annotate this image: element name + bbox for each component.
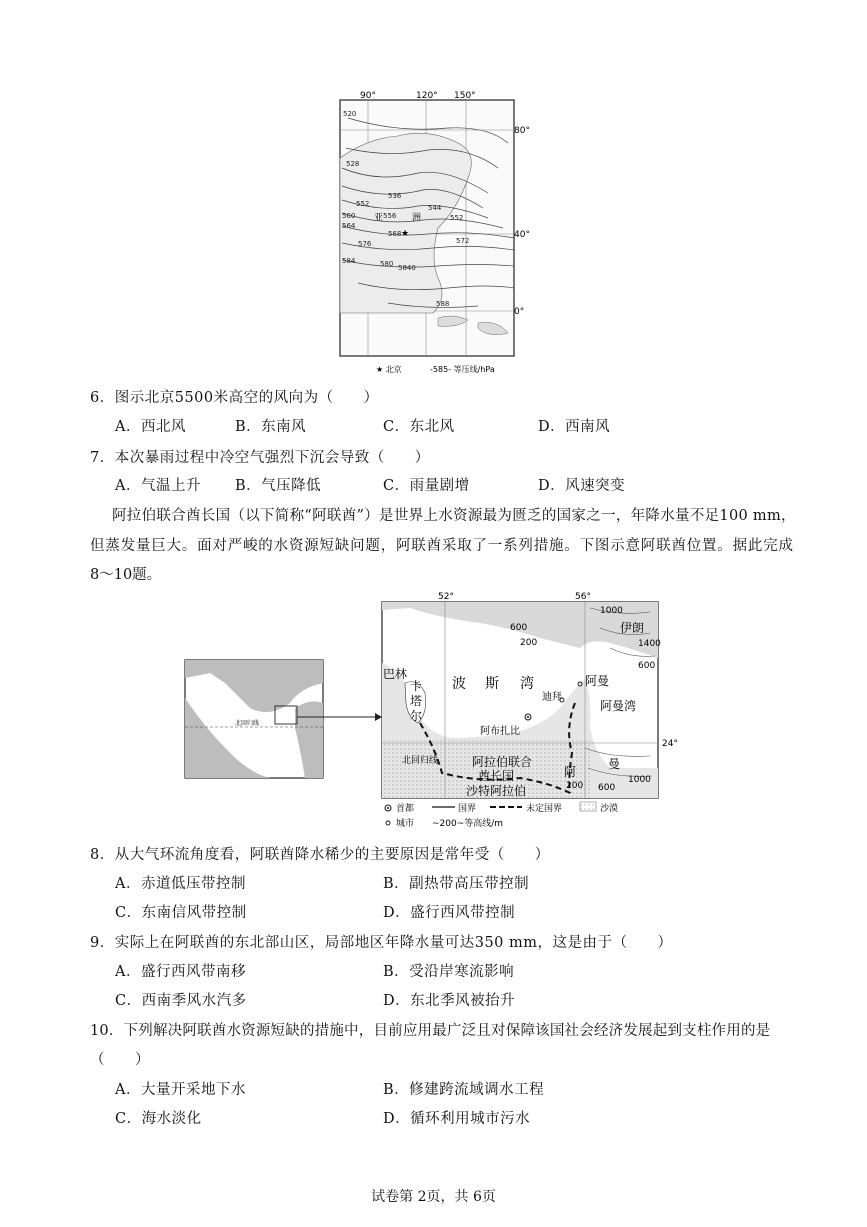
isobar-label: 5840 xyxy=(398,264,416,272)
label-oman-a: 阿 xyxy=(564,765,577,779)
question-9: 9．实际上在阿联酋的东北部山区，局部地区年降水量可达350 mm，这是由于（ ） xyxy=(90,935,673,951)
isobar-label: 560 xyxy=(342,212,356,220)
label-persian-1: 波 xyxy=(452,676,466,692)
question-6: 6．图示北京5500米高空的风向为（ ） xyxy=(90,390,379,406)
intro-line-2: 但蒸发量巨大。面对严峻的水资源短缺问题，阿联酋采取了一系列措施。下图示意阿联酋位置。据此完成 xyxy=(90,538,794,554)
question-8: 8．从大气环流角度看，阿联酋降水稀少的主要原因是常年受（ ） xyxy=(90,847,550,863)
label-abu-dhabi: 阿布扎比 xyxy=(480,726,520,737)
label-bahrain: 巴林 xyxy=(383,667,408,681)
label-uae-1: 阿拉伯联合 xyxy=(472,755,533,769)
q9-option-c[interactable]: C．西南季风水汽多 xyxy=(115,993,247,1009)
contour-label: 600 xyxy=(598,783,616,793)
label-qatar-1: 卡 xyxy=(410,679,423,693)
label-saudi: 沙特阿拉伯 xyxy=(466,784,527,798)
contour-label: 1000 xyxy=(600,606,623,616)
legend-city: 城市 xyxy=(396,819,415,829)
q6-option-c[interactable]: C．东北风 xyxy=(383,419,455,435)
isobar-label: 572 xyxy=(456,237,470,245)
label-oman-b: 曼 xyxy=(608,757,621,771)
page-footer: 试卷第 2页，共 6页 xyxy=(371,1189,496,1205)
label-uae-2: 酋长国 xyxy=(478,769,515,783)
q9-option-a[interactable]: A．盛行西风带南移 xyxy=(115,964,246,980)
q8-option-a[interactable]: A．赤道低压带控制 xyxy=(115,876,246,892)
q6-option-b[interactable]: B．东南风 xyxy=(235,419,307,435)
isobar-label: 576 xyxy=(358,240,372,248)
isobar-label: 564 xyxy=(342,222,356,230)
question-10: 10．下列解决阿联酋水资源短缺的措施中，目前应用最广泛且对保障该国社会经济发展起到支柱作用的是 xyxy=(90,1023,771,1039)
legend-capital: 首都 xyxy=(396,804,415,814)
inset-map xyxy=(185,660,323,778)
intro-line-3: 8～10题。 xyxy=(90,567,162,583)
isobar-label: 588 xyxy=(436,300,450,308)
label-persian-3: 湾 xyxy=(520,676,534,692)
legend-undetermined: 未定国界 xyxy=(526,804,563,814)
q6-option-d[interactable]: D．西南风 xyxy=(538,419,611,435)
isobar-label: 520 xyxy=(343,110,357,118)
map1-lat-80: 80° xyxy=(514,126,530,136)
legend-contour: ~200~等高线/m xyxy=(432,819,504,829)
label-dubai: 迪拜 xyxy=(542,692,562,703)
region-label-zhou: 洲 xyxy=(412,213,422,223)
label-iran: 伊朗 xyxy=(620,621,645,635)
q10-option-a[interactable]: A．大量开采地下水 xyxy=(115,1082,246,1098)
isobar-label: 584 xyxy=(342,257,356,265)
map1-lon-150: 150° xyxy=(454,91,476,101)
map1-lon-120: 120° xyxy=(416,91,438,101)
contour-label: 600 xyxy=(510,623,528,633)
legend-beijing: ★ 北京 xyxy=(376,365,402,374)
q7-option-a[interactable]: A．气温上升 xyxy=(115,478,201,494)
legend-city-icon xyxy=(386,821,390,825)
inset-tropic-label: 北回归线 xyxy=(235,720,260,727)
question-10-paren: （ ） xyxy=(90,1052,150,1068)
contour-label: 600 xyxy=(638,661,656,671)
contour-label: 1400 xyxy=(638,639,661,649)
label-tropic: 北回归线 xyxy=(402,756,439,766)
isobar-label: 528 xyxy=(346,160,360,168)
map2-lat-24: 24° xyxy=(662,739,678,749)
label-persian-2: 斯 xyxy=(485,676,499,692)
q7-option-b[interactable]: B．气压降低 xyxy=(235,478,322,494)
legend-isobar: -585- 等压线/hPa xyxy=(430,365,495,374)
label-qatar-3: 尔 xyxy=(410,709,423,723)
legend-border: 国界 xyxy=(458,804,477,814)
map1-lon-90: 90° xyxy=(360,91,376,101)
question-7: 7．本次暴雨过程中冷空气强烈下沉会导致（ ） xyxy=(90,450,430,466)
map2-lon-56: 56° xyxy=(575,592,591,602)
map1-lat-40: 40° xyxy=(514,230,530,240)
isobar-label: 536 xyxy=(388,192,402,200)
isobar-label: 568 xyxy=(388,230,402,238)
intro-line-1: 阿拉伯联合酋长国（以下简称“阿联酋”）是世界上水资源最为匮乏的国家之一，年降水量不足100 mm， xyxy=(112,508,796,524)
label-gulf-of-oman: 阿曼湾 xyxy=(600,699,637,713)
q10-option-d[interactable]: D．循环利用城市污水 xyxy=(383,1111,531,1127)
isobar-label: 544 xyxy=(428,204,442,212)
map1-lat-0: 0° xyxy=(514,307,525,317)
label-qatar-2: 塔 xyxy=(410,694,423,708)
isobar-label: 580 xyxy=(380,260,394,268)
q10-option-c[interactable]: C．海水淡化 xyxy=(115,1111,202,1127)
contour-label: 1000 xyxy=(628,775,651,785)
region-label-ya: 亚 xyxy=(374,213,384,223)
uae-map xyxy=(180,588,680,833)
isobar-map xyxy=(338,88,530,378)
q8-option-d[interactable]: D．盛行西风带控制 xyxy=(383,905,516,921)
isobar-label: 552 xyxy=(450,214,464,222)
beijing-star-icon: ★ xyxy=(401,229,410,239)
arrow-head-icon xyxy=(375,713,382,721)
q6-option-a[interactable]: A．西北风 xyxy=(115,419,186,435)
q7-option-d[interactable]: D．风速突变 xyxy=(538,478,626,494)
contour-label: 200 xyxy=(520,638,538,648)
q9-option-b[interactable]: B．受沿岸寒流影响 xyxy=(383,964,515,980)
isobar-label: 552 xyxy=(356,200,370,208)
q8-option-c[interactable]: C．东南信风带控制 xyxy=(115,905,247,921)
q7-option-c[interactable]: C．雨量剧增 xyxy=(383,478,470,494)
q9-option-d[interactable]: D．东北季风被抬升 xyxy=(383,993,516,1009)
contour-label: 200 xyxy=(566,781,584,791)
label-oman-top: 阿曼 xyxy=(585,674,610,688)
legend-desert: 沙漠 xyxy=(600,804,619,814)
q8-option-b[interactable]: B．副热带高压带控制 xyxy=(383,876,530,892)
map2-lon-52: 52° xyxy=(438,592,454,602)
isobar-label: 556 xyxy=(383,212,397,220)
q10-option-b[interactable]: B．修建跨流域调水工程 xyxy=(383,1082,545,1098)
